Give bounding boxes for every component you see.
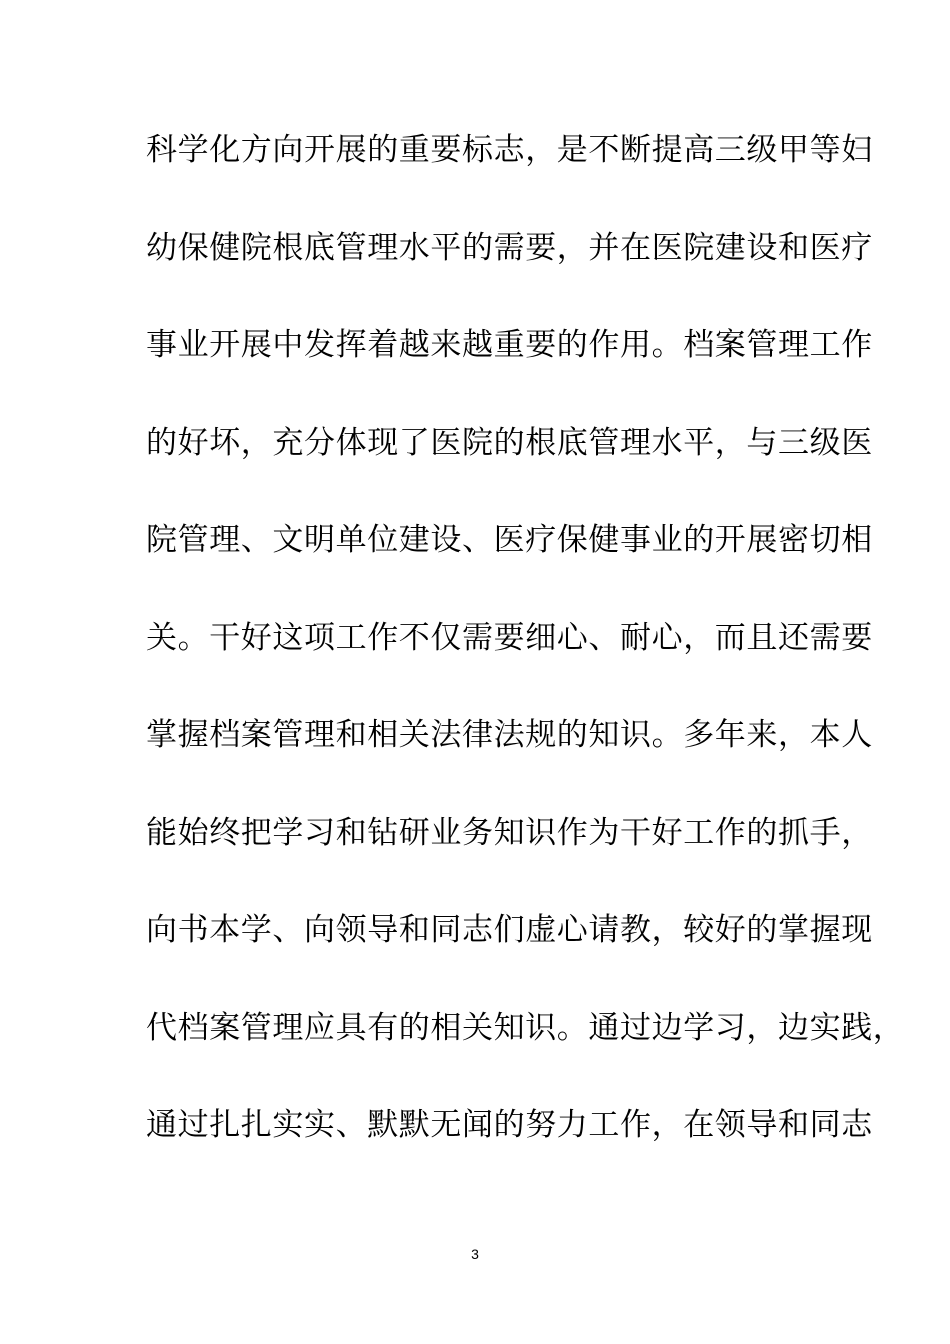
text-line: 的好坏，充分体现了医院的根底管理水平，与三级医 (146, 424, 873, 461)
text-line: 关。干好这项工作不仅需要细心、耐心，而且还需要 (146, 619, 873, 656)
text-line: 幼保健院根底管理水平的需要，并在医院建设和医疗 (146, 229, 873, 266)
text-line: 通过扎扎实实、默默无闻的努力工作，在领导和同志 (146, 1107, 873, 1143)
text-line: 科学化方向开展的重要标志，是不断提高三级甲等妇 (146, 132, 873, 168)
page-number: 3 (471, 1246, 479, 1262)
text-line: 掌握档案管理和相关法律法规的知识。多年来，本人 (146, 717, 873, 753)
text-line: 代档案管理应具有的相关知识。通过边学习，边实践， (146, 1009, 905, 1046)
text-line: 能始终把学习和钻研业务知识作为干好工作的抓手， (146, 814, 873, 851)
text-line: 院管理、文明单位建设、医疗保健事业的开展密切相 (146, 522, 873, 558)
body-text (146, 126, 905, 1199)
text-line: 事业开展中发挥着越来越重要的作用。档案管理工作 (146, 327, 873, 363)
text-line: 向书本学、向领导和同志们虚心请教，较好的掌握现 (146, 912, 873, 948)
